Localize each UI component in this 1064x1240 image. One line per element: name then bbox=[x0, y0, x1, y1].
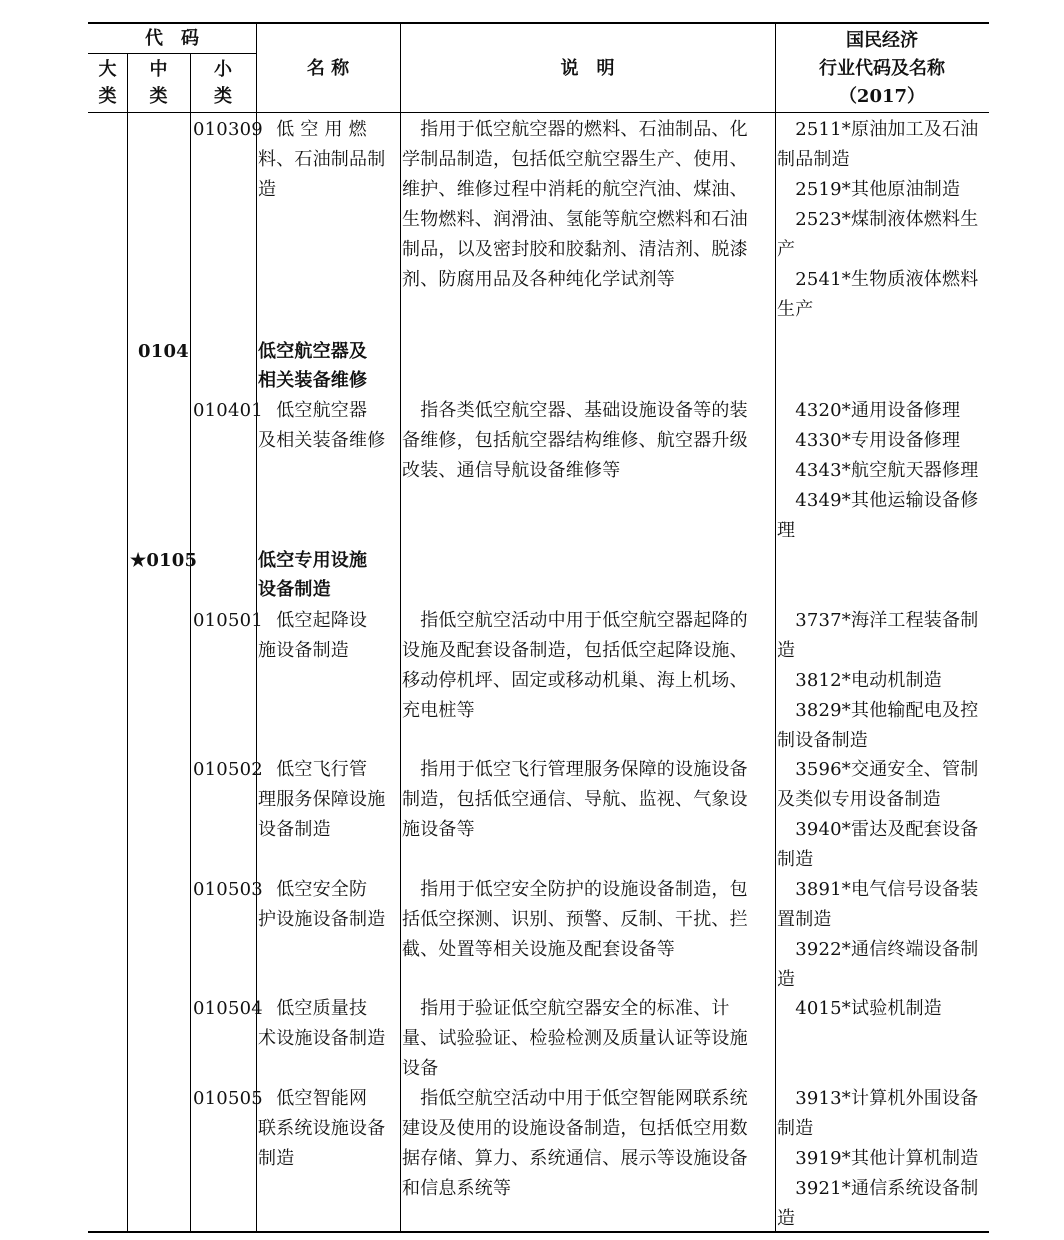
header-medium-2: 类 bbox=[149, 86, 168, 107]
industry-code-line: 4330*专用设备修理 bbox=[777, 430, 961, 451]
industry-code-line: 4320*通用设备修理 bbox=[777, 400, 961, 421]
description-line: 指用于低空航空器的燃料、石油制品、化 bbox=[402, 119, 748, 140]
subclass-code: 010309 bbox=[193, 119, 263, 140]
industry-code-line: 4349*其他运输设备修 bbox=[777, 490, 979, 511]
description-line: 剂、防腐用品及各种纯化学试剂等 bbox=[402, 269, 675, 290]
header-medium-1: 中 bbox=[149, 59, 168, 80]
description-line: 指低空航空活动中用于低空航空器起降的 bbox=[402, 610, 748, 631]
group-name-line-2: 设备制造 bbox=[258, 579, 331, 600]
industry-code-line: 2511*原油加工及石油 bbox=[777, 119, 979, 140]
subclass-name-line: 低空航空器 bbox=[258, 400, 368, 421]
industry-code-line: 造 bbox=[777, 969, 796, 990]
col-divider-medium bbox=[190, 54, 191, 1231]
description-line: 指用于低空安全防护的设施设备制造，包 bbox=[402, 879, 748, 900]
description-line: 设备 bbox=[402, 1058, 439, 1079]
industry-code-line: 3919*其他计算机制造 bbox=[777, 1148, 979, 1169]
subclass-name-line: 低空起降设 bbox=[258, 610, 368, 631]
industry-code-line: 3922*通信终端设备制 bbox=[777, 939, 979, 960]
industry-code-line: 2523*煤制液体燃料生 bbox=[777, 209, 979, 230]
description-line: 截、处置等相关设施及配套设备等 bbox=[402, 939, 675, 960]
industry-code-line: 制品制造 bbox=[777, 149, 850, 170]
header-industry-1: 国民经济 bbox=[846, 30, 918, 51]
subclass-name-line: 制造 bbox=[258, 1148, 295, 1169]
description-line: 生物燃料、润滑油、氢能等航空燃料和石油 bbox=[402, 209, 748, 230]
subclass-name-line: 低空质量技 bbox=[258, 998, 368, 1019]
industry-code-line: 3737*海洋工程装备制 bbox=[777, 610, 979, 631]
header-code: 代 码 bbox=[145, 28, 199, 49]
description-line: 备维修，包括航空器结构维修、航空器升级 bbox=[402, 430, 748, 451]
subclass-name-line: 术设施设备制造 bbox=[258, 1028, 386, 1049]
group-name-line-1: 低空航空器及 bbox=[258, 341, 368, 362]
group-name-line-2: 相关装备维修 bbox=[258, 370, 368, 391]
header-major-1: 大 bbox=[98, 59, 117, 80]
industry-code-line: 3812*电动机制造 bbox=[777, 670, 943, 691]
industry-code-line: 理 bbox=[777, 520, 796, 541]
industry-code-line: 造 bbox=[777, 640, 796, 661]
description-line: 充电桩等 bbox=[402, 700, 475, 721]
header-bottom-rule bbox=[88, 112, 989, 113]
bottom-rule bbox=[88, 1231, 989, 1233]
industry-code-line: 3921*通信系统设备制 bbox=[777, 1178, 979, 1199]
group-code-0105: ★0105 bbox=[130, 550, 198, 571]
subclass-code: 010505 bbox=[193, 1088, 263, 1109]
description-line: 建设及使用的设施设备制造，包括低空用数 bbox=[402, 1118, 748, 1139]
subclass-code: 010401 bbox=[193, 400, 263, 421]
industry-code-line: 3940*雷达及配套设备 bbox=[777, 819, 979, 840]
subclass-name-line: 及相关装备维修 bbox=[258, 430, 386, 451]
industry-code-line: 4343*航空航天器修理 bbox=[777, 460, 979, 481]
subclass-name-line: 护设施设备制造 bbox=[258, 909, 386, 930]
subclass-name-line: 低空飞行管 bbox=[258, 759, 368, 780]
description-line: 学制品制造，包括低空航空器生产、使用、 bbox=[402, 149, 748, 170]
industry-code-line: 置制造 bbox=[777, 909, 832, 930]
industry-code-line: 3596*交通安全、管制 bbox=[777, 759, 979, 780]
subclass-name-line: 低 空 用 燃 bbox=[258, 119, 367, 140]
industry-code-line: 生产 bbox=[777, 299, 814, 320]
subclass-code: 010502 bbox=[193, 759, 263, 780]
code-subheader-rule bbox=[88, 53, 256, 54]
subclass-name-line: 设备制造 bbox=[258, 819, 331, 840]
subclass-name-line: 联系统设施设备 bbox=[258, 1118, 386, 1139]
description-line: 据存储、算力、系统通信、展示等设施设备 bbox=[402, 1148, 748, 1169]
industry-code-line: 3891*电气信号设备装 bbox=[777, 879, 979, 900]
description-line: 指用于低空飞行管理服务保障的设施设备 bbox=[402, 759, 748, 780]
header-industry-2: 行业代码及名称 bbox=[819, 58, 945, 79]
description-line: 制品，以及密封胶和胶黏剂、清洁剂、脱漆 bbox=[402, 239, 748, 260]
subclass-code: 010503 bbox=[193, 879, 263, 900]
industry-code-line: 制造 bbox=[777, 849, 814, 870]
industry-code-line: 制设备制造 bbox=[777, 730, 868, 751]
header-minor-1: 小 bbox=[214, 59, 232, 80]
industry-code-line: 产 bbox=[777, 239, 796, 260]
col-divider-desc bbox=[775, 22, 776, 1231]
description-line: 量、试验验证、检验检测及质量认证等设施 bbox=[402, 1028, 748, 1049]
header-minor-2: 类 bbox=[214, 86, 232, 107]
industry-code-line: 3829*其他输配电及控 bbox=[777, 700, 979, 721]
subclass-code: 010504 bbox=[193, 998, 263, 1019]
header-desc: 说 明 bbox=[560, 58, 615, 79]
subclass-code: 010501 bbox=[193, 610, 263, 631]
subclass-name-line: 施设备制造 bbox=[258, 640, 349, 661]
subclass-name-line: 低空智能网 bbox=[258, 1088, 368, 1109]
industry-code-line: 造 bbox=[777, 1208, 796, 1229]
col-divider-name bbox=[400, 22, 401, 1231]
description-line: 移动停机坪、固定或移动机巢、海上机场、 bbox=[402, 670, 748, 691]
description-line: 改装、通信导航设备维修等 bbox=[402, 460, 621, 481]
header-name: 名 称 bbox=[306, 58, 350, 79]
industry-code-line: 2541*生物质液体燃料 bbox=[777, 269, 979, 290]
industry-code-line: 制造 bbox=[777, 1118, 814, 1139]
description-line: 指各类低空航空器、基础设施设备等的装 bbox=[402, 400, 748, 421]
subclass-name-line: 理服务保障设施 bbox=[258, 789, 386, 810]
group-name-line-1: 低空专用设施 bbox=[258, 550, 368, 571]
industry-code-line: 3913*计算机外围设备 bbox=[777, 1088, 979, 1109]
subclass-name-line: 料、石油制品制 bbox=[258, 149, 386, 170]
description-line: 维护、维修过程中消耗的航空汽油、煤油、 bbox=[402, 179, 748, 200]
description-line: 括低空探测、识别、预警、反制、干扰、拦 bbox=[402, 909, 748, 930]
header-major-2: 类 bbox=[98, 86, 117, 107]
top-rule bbox=[88, 22, 989, 24]
description-line: 施设备等 bbox=[402, 819, 475, 840]
industry-code-line: 2519*其他原油制造 bbox=[777, 179, 961, 200]
subclass-name-line: 造 bbox=[258, 179, 277, 200]
industry-code-line: 4015*试验机制造 bbox=[777, 998, 943, 1019]
description-line: 设施及配套设备制造，包括低空起降设施、 bbox=[402, 640, 748, 661]
description-line: 和信息系统等 bbox=[402, 1178, 512, 1199]
industry-code-line: 及类似专用设备制造 bbox=[777, 789, 941, 810]
description-line: 指用于验证低空航空器安全的标准、计 bbox=[402, 998, 730, 1019]
description-line: 指低空航空活动中用于低空智能网联系统 bbox=[402, 1088, 748, 1109]
subclass-name-line: 低空安全防 bbox=[258, 879, 368, 900]
description-line: 制造，包括低空通信、导航、监视、气象设 bbox=[402, 789, 748, 810]
header-industry-3: （2017） bbox=[838, 86, 926, 107]
group-code-0104: 0104 bbox=[138, 341, 189, 362]
col-divider-major bbox=[127, 54, 128, 1231]
